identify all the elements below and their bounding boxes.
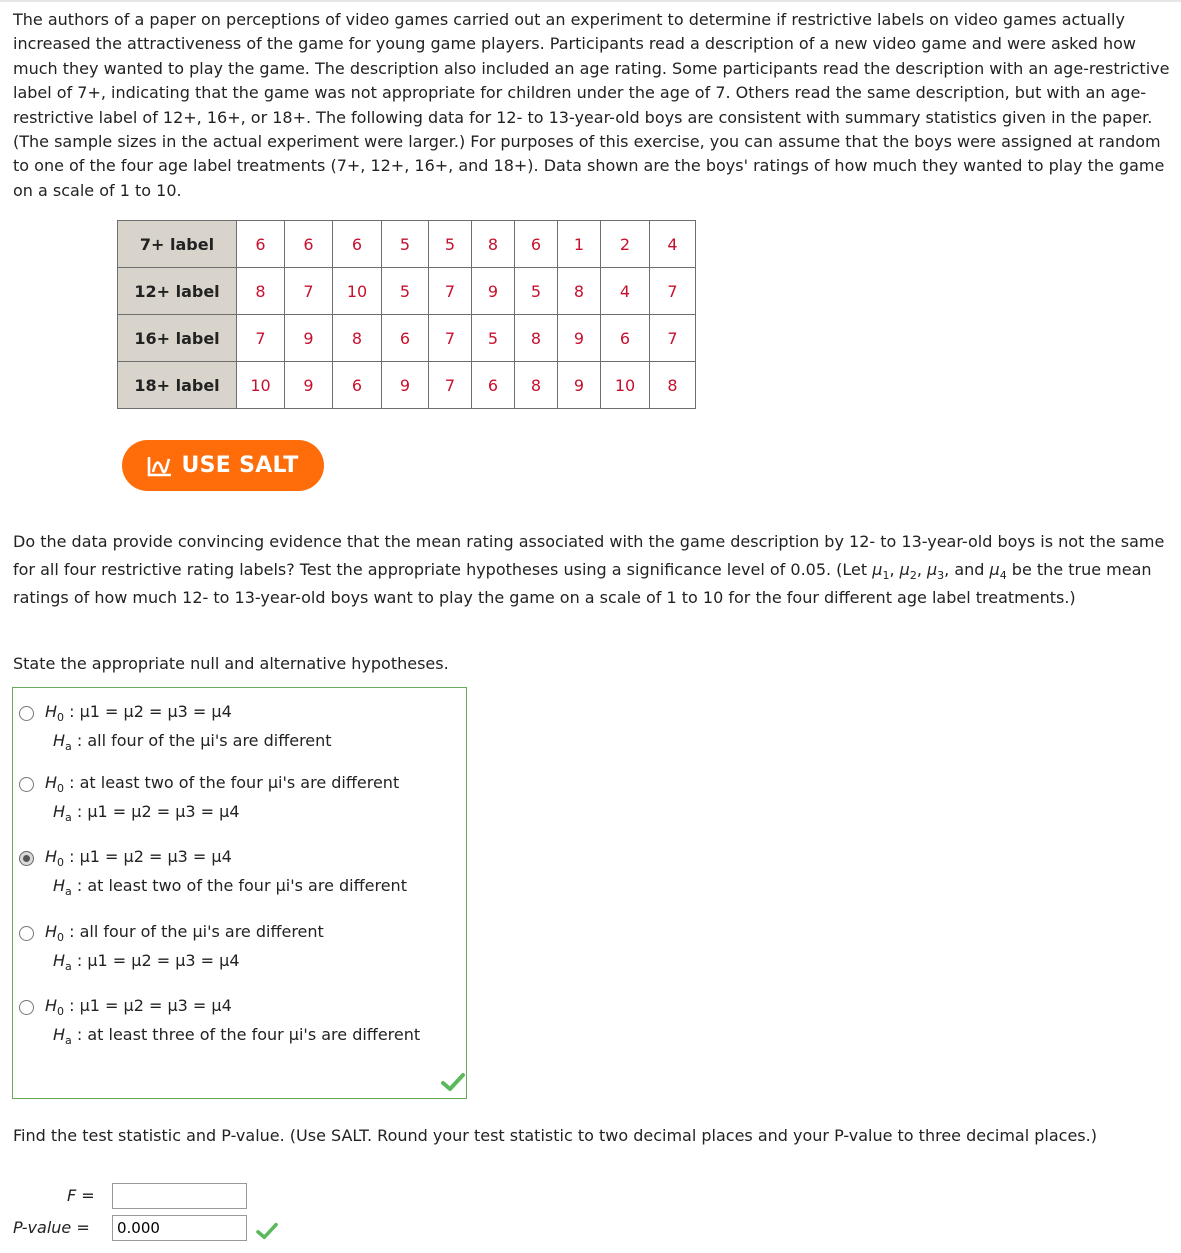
rating-cell: 1: [558, 221, 601, 268]
p-value-input[interactable]: [112, 1215, 247, 1241]
table-row: [118, 362, 696, 409]
table-row: [118, 315, 696, 362]
rating-cell: 5: [429, 221, 472, 268]
rating-cell: 7: [429, 268, 472, 315]
rating-cell: 8: [237, 268, 285, 315]
rating-cell: 5: [382, 268, 429, 315]
rating-cell: 9: [382, 362, 429, 409]
rating-cell: 9: [285, 315, 333, 362]
hypotheses-answer-box: [12, 687, 467, 1099]
rating-cell: 7: [650, 315, 696, 362]
option-4-h0: $H_0$ : all four of the μi's are different: [45, 922, 324, 944]
rating-cell: 7: [429, 315, 472, 362]
option-5-h0: $H_0$ : μ1 = μ2 = μ3 = μ4: [45, 996, 232, 1018]
rating-cell: 10: [333, 268, 382, 315]
p-value-check-icon: [256, 1222, 278, 1240]
rating-cell: 5: [382, 221, 429, 268]
row-label: 12+ label: [118, 268, 237, 315]
row-label: 7+ label: [118, 221, 237, 268]
table-row: [118, 221, 696, 268]
row-label: 16+ label: [118, 315, 237, 362]
rating-cell: 9: [285, 362, 333, 409]
rating-cell: 6: [237, 221, 285, 268]
option-3-radio[interactable]: [19, 851, 34, 866]
rating-cell: 7: [650, 268, 696, 315]
use-salt-label: USE SALT: [181, 453, 299, 478]
rating-cell: 4: [601, 268, 650, 315]
p-value-label: P-value =: [13, 1218, 90, 1237]
rating-cell: 10: [601, 362, 650, 409]
ratings-table: [117, 220, 696, 409]
correct-check-icon: [441, 1072, 465, 1092]
salt-logo-icon: [147, 455, 173, 477]
option-2-h0: $H_0$ : at least two of the four μi's are different: [45, 773, 400, 795]
problem-intro: The authors of a paper on perceptions of video games carried out an experiment to determine if restrictive labels on video games actually increased the attractiveness of the game for young game players. Participants read a description of a new video game and were asked how much they wanted to play the game. The description also included an age rating. Some participants read the description with an age-restrictive label of 7+, indicating that the game was not appropriate for children under the age of 7. Others read the same description, but with an age-restrictive label of 12+, 16+, or 18+. The following data for 12- to 13-year-old boys are consistent with summary statistics given in the paper. (The sample sizes in the actual experiment were larger.) For purposes of this exercise, you can assume that the boys were assigned at random to one of the four age label treatments (7+, 12+, 16+, and 18+). Data shown are the boys' ratings of how much they wanted to play the game on a scale of 1 to 10.: [13, 10, 1170, 200]
option-2-ha: $H_a$ : μ1 = μ2 = μ3 = μ4: [53, 802, 240, 824]
rating-cell: 10: [237, 362, 285, 409]
rating-cell: 6: [472, 362, 515, 409]
row-label: 18+ label: [118, 362, 237, 409]
rating-cell: 8: [515, 315, 558, 362]
f-label: F =: [67, 1186, 95, 1205]
option-1-h0: $H_0$ : μ1 = μ2 = μ3 = μ4: [45, 702, 232, 724]
rating-cell: 7: [285, 268, 333, 315]
rating-cell: 8: [650, 362, 696, 409]
rating-cell: 6: [333, 362, 382, 409]
rating-cell: 6: [285, 221, 333, 268]
rating-cell: 8: [333, 315, 382, 362]
table-row: [118, 268, 696, 315]
rating-cell: 6: [382, 315, 429, 362]
rating-cell: 7: [237, 315, 285, 362]
option-5-ha: $H_a$ : at least three of the four μi's are different: [53, 1025, 421, 1047]
rating-cell: 2: [601, 221, 650, 268]
rating-cell: 5: [515, 268, 558, 315]
rating-cell: 8: [515, 362, 558, 409]
option-2-radio[interactable]: [19, 777, 34, 792]
rating-cell: 9: [472, 268, 515, 315]
f-statistic-input[interactable]: [112, 1183, 247, 1209]
top-divider: [0, 0, 1181, 2]
rating-cell: 7: [429, 362, 472, 409]
rating-cell: 4: [650, 221, 696, 268]
rating-cell: 9: [558, 362, 601, 409]
rating-cell: 8: [558, 268, 601, 315]
option-1-ha: $H_a$ : all four of the μi's are different: [53, 731, 332, 753]
option-5-radio[interactable]: [19, 1000, 34, 1015]
rating-cell: 5: [472, 315, 515, 362]
option-1-radio[interactable]: [19, 706, 34, 721]
option-4-ha: $H_a$ : μ1 = μ2 = μ3 = μ4: [53, 951, 240, 973]
test-statistic-prompt: Find the test statistic and P-value. (Use SALT. Round your test statistic to two decimal places and your P-value to three decimal places.): [13, 1126, 1097, 1145]
rating-cell: 6: [515, 221, 558, 268]
option-3-h0: $H_0$ : μ1 = μ2 = μ3 = μ4: [45, 847, 232, 869]
rating-cell: 6: [601, 315, 650, 362]
rating-cell: 8: [472, 221, 515, 268]
question-text: Do the data provide convincing evidence that the mean rating associated with the game description by 12- to 13-year-old boys is not the same for all four restrictive rating labels? Test the appropriate hypotheses using a significance level of 0.05. (Let $\mu_1$, $\mu_2$, $\mu_3$, and $\mu_4$ be the true mean ratings of how much 12- to 13-year-old boys want to play the game on a scale of 1 to 10 for the four different age label treatments.): [13, 532, 1165, 607]
option-3-ha: $H_a$ : at least two of the four μi's are different: [53, 876, 407, 898]
option-4-radio[interactable]: [19, 926, 34, 941]
rating-cell: 6: [333, 221, 382, 268]
hypotheses-prompt: State the appropriate null and alternative hypotheses.: [13, 654, 449, 673]
rating-cell: 9: [558, 315, 601, 362]
use-salt-button[interactable]: [122, 440, 324, 491]
